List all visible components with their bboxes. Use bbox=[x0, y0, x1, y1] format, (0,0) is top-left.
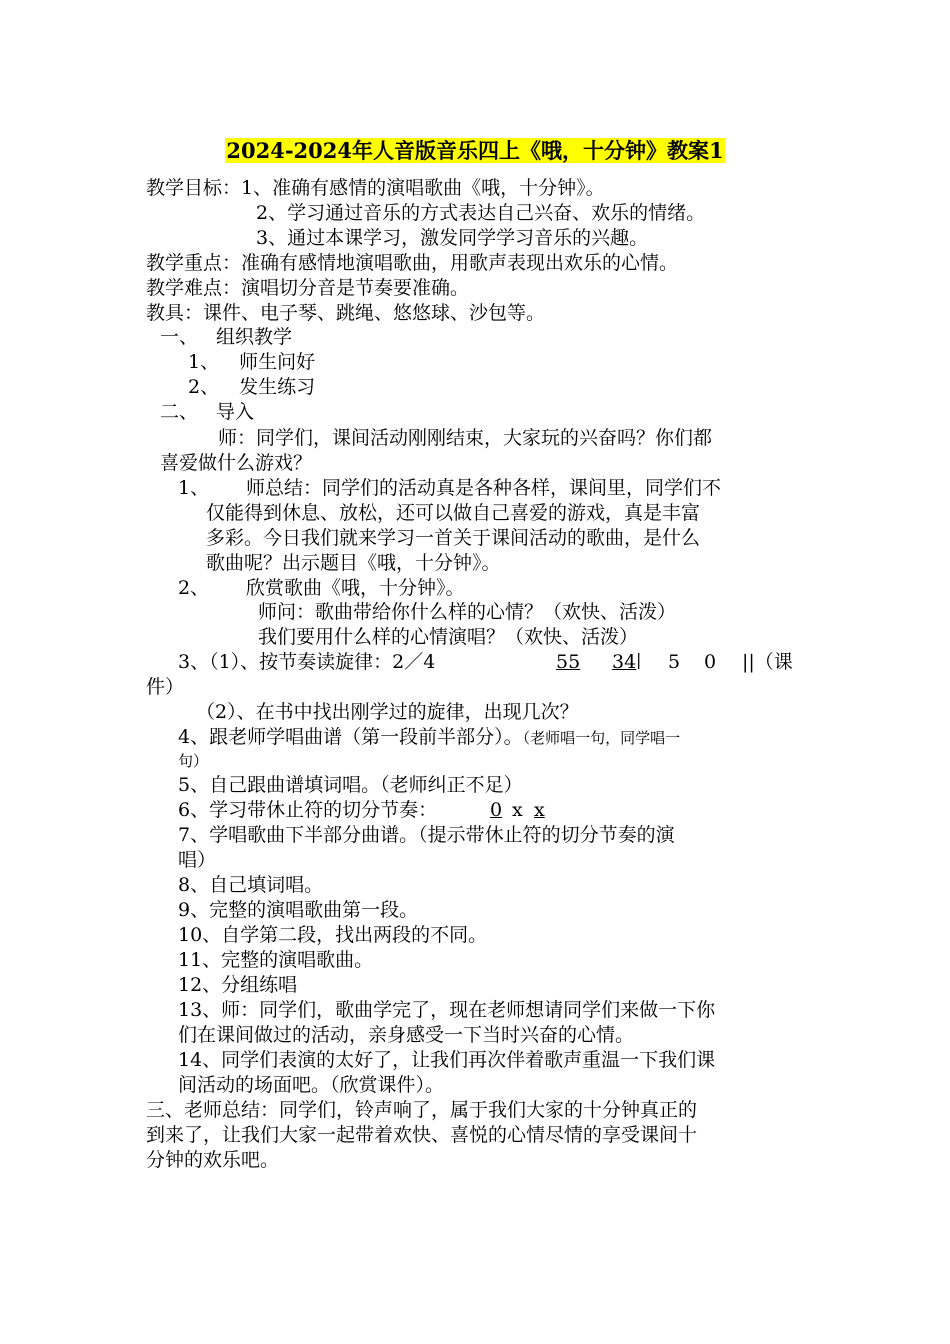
goal-item-1: 1、准确有感情的演唱歌曲《哦，十分钟》。 bbox=[241, 177, 605, 199]
document-title bbox=[0, 138, 950, 164]
key-point: 教学重点：准确有感情地演唱歌曲，用歌声表现出欢乐的心情。 bbox=[146, 252, 679, 274]
item1-line-1: 师总结：同学们的活动真是各种各样，课间里，同学们不 bbox=[246, 477, 722, 499]
item3-note-0: 0 bbox=[704, 651, 717, 673]
section1-heading bbox=[160, 325, 292, 349]
item4 bbox=[178, 725, 680, 750]
item8: 8、自己填词唱。 bbox=[178, 874, 324, 896]
intro-line-2: 喜爱做什么游戏？ bbox=[160, 452, 313, 474]
item2-question-2: 我们要用什么样的心情演唱？（欢快、活泼） bbox=[258, 626, 639, 648]
section2-num: 二、 bbox=[160, 401, 199, 423]
difficulty: 教学难点：演唱切分音是节奏要准确。 bbox=[146, 277, 470, 299]
section1-item-1 bbox=[188, 350, 315, 374]
goal-item-3: 3、通过本课学习，激发同学学习音乐的兴趣。 bbox=[256, 227, 649, 249]
section3-line-2: 到来了，让我们大家一起带着欢快、喜悦的心情尽情的享受课间十 bbox=[146, 1124, 698, 1146]
item1-line-2: 仅能得到休息、放松，还可以做自己喜爱的游戏，真是丰富 bbox=[206, 502, 701, 524]
item1-line-4: 歌曲呢？出示题目《哦，十分钟》。 bbox=[206, 552, 501, 574]
section3-line-1: 三、老师总结：同学们，铃声响了，属于我们大家的十分钟真正的 bbox=[146, 1099, 698, 1121]
section1-item-1-num: 1、 bbox=[188, 351, 220, 373]
item12: 12、分组练唱 bbox=[178, 974, 298, 996]
section1-item-2-num: 2、 bbox=[188, 376, 220, 398]
goals-line-1 bbox=[146, 176, 605, 200]
item3-wrap: 件） bbox=[146, 676, 185, 698]
item3-note-34: 34 bbox=[612, 651, 637, 673]
item3-prefix: 3、（1）、按节奏读旋律：2／4 bbox=[178, 651, 436, 673]
intro-line-1: 师：同学们，课间活动刚刚结束，大家玩的兴奋吗？你们都 bbox=[218, 427, 713, 449]
item5: 5、自己跟曲谱填词唱。（老师纠正不足） bbox=[178, 774, 523, 796]
item3-end: ||（课 bbox=[742, 651, 793, 673]
item3-sub-2: （2）、在书中找出刚学过的旋律，出现几次？ bbox=[196, 701, 579, 723]
section1-item-2 bbox=[188, 375, 315, 399]
section2-heading bbox=[160, 400, 254, 424]
section2-title: 导入 bbox=[216, 401, 255, 423]
item3-note-55: 55 bbox=[556, 651, 581, 673]
item4-main: 4、跟老师学唱曲谱（第一段前半部分）。 bbox=[178, 726, 523, 748]
item3-note-5: 5 bbox=[668, 651, 681, 673]
item13-line-2: 们在课间做过的活动，亲身感受一下当时兴奋的心情。 bbox=[178, 1024, 635, 1046]
tools: 教具：课件、电子琴、跳绳、悠悠球、沙包等。 bbox=[146, 302, 546, 324]
item7-line-1: 7、学唱歌曲下半部分曲谱。（提示带休止符的切分节奏的演 bbox=[178, 824, 675, 846]
item6-prefix: 6、学习带休止符的切分节奏： bbox=[178, 799, 438, 821]
item6-rhythm-x2: x bbox=[534, 799, 545, 821]
item11: 11、完整的演唱歌曲。 bbox=[178, 949, 374, 971]
section1-item-1-text: 师生问好 bbox=[239, 351, 316, 373]
item7-line-2: 唱） bbox=[178, 849, 217, 871]
item4-note: （老师唱一句，同学唱一 bbox=[522, 729, 681, 747]
item14-line-2: 间活动的场面吧。（欣赏课件）。 bbox=[178, 1074, 445, 1096]
item2-num: 2、 bbox=[178, 577, 210, 599]
item9: 9、完整的演唱歌曲第一段。 bbox=[178, 899, 419, 921]
item3-barline: | bbox=[636, 650, 642, 669]
item13-line-1: 13、师：同学们，歌曲学完了，现在老师想请同学们来做一下你 bbox=[178, 999, 716, 1021]
item4-note-wrap: 句） bbox=[178, 752, 209, 770]
goal-item-2: 2、学习通过音乐的方式表达自己兴奋、欢乐的情绪。 bbox=[256, 202, 706, 224]
item2-text: 欣赏歌曲《哦，十分钟》。 bbox=[246, 577, 465, 599]
section3-line-3: 分钟的欢乐吧。 bbox=[146, 1149, 280, 1171]
section1-item-2-text: 发生练习 bbox=[239, 376, 316, 398]
item14-line-1: 14、同学们表演的太好了，让我们再次伴着歌声重温一下我们课 bbox=[178, 1049, 716, 1071]
item1-line-3: 多彩。今日我们就来学习一首关于课间活动的歌曲，是什么 bbox=[206, 527, 701, 549]
item2-question-1: 师问：歌曲带给你什么样的心情？（欢快、活泼） bbox=[258, 601, 677, 623]
goals-label: 教学目标： bbox=[146, 177, 242, 199]
section1-num: 一、 bbox=[160, 326, 199, 348]
item6-rhythm-x1: x bbox=[512, 799, 523, 821]
section1-title: 组织教学 bbox=[216, 326, 293, 348]
item10: 10、自学第二段，找出两段的不同。 bbox=[178, 924, 488, 946]
item6-rhythm-0: 0 bbox=[490, 799, 503, 821]
item1-num: 1、 bbox=[178, 477, 210, 499]
title-text: 2024-2024年人音版音乐四上《哦，十分钟》教案1 bbox=[226, 138, 724, 163]
